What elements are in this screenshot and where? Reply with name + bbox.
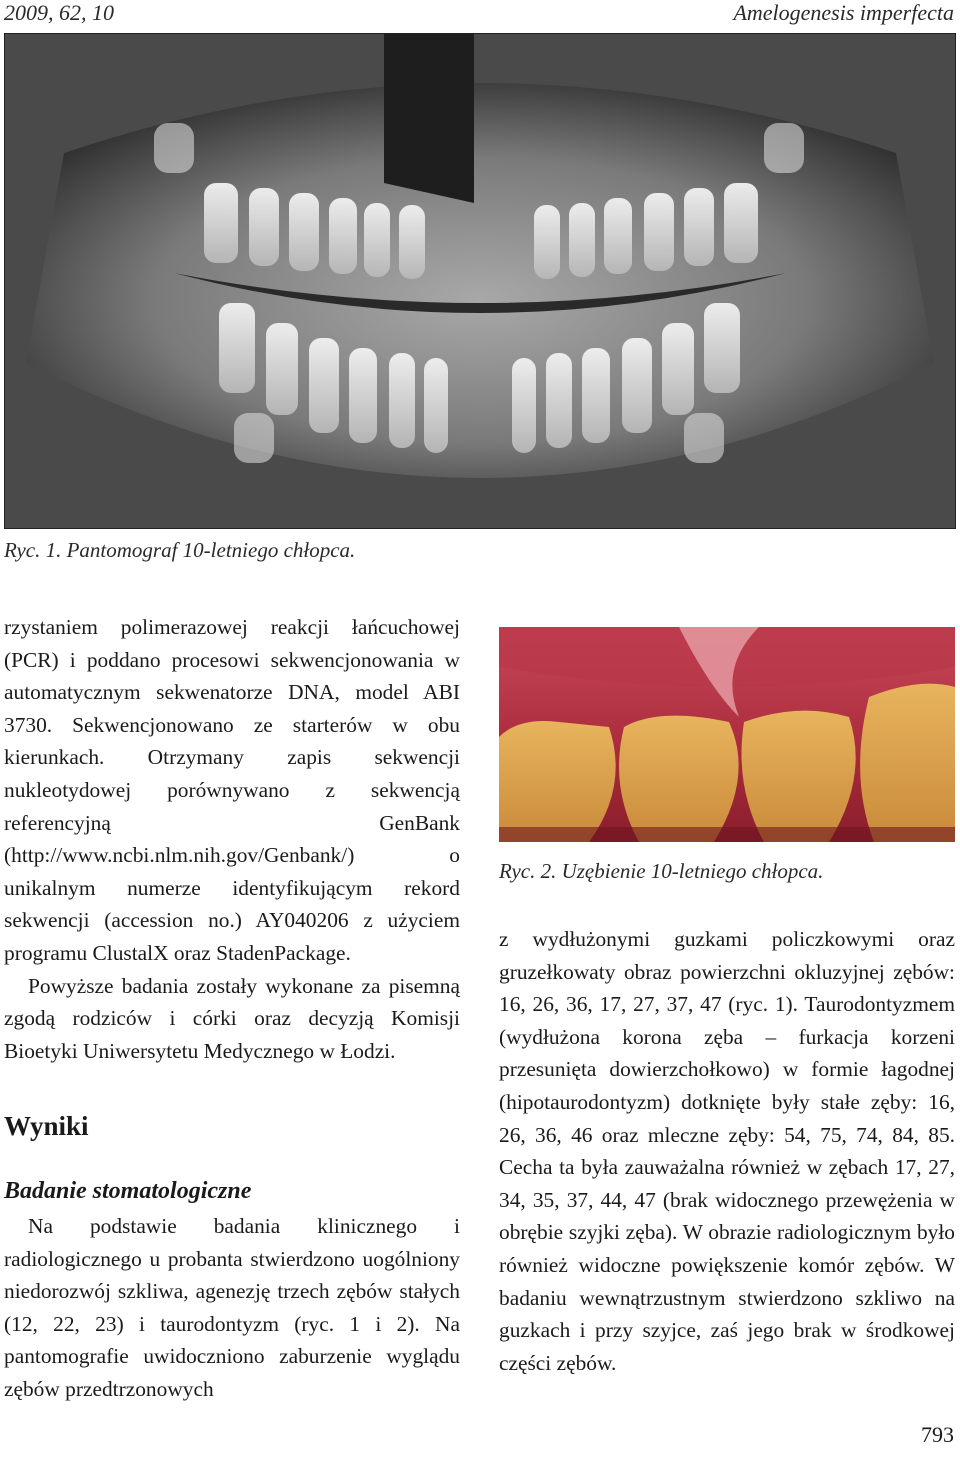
intraoral-photo-image [499,627,955,842]
page-number: 793 [921,1422,954,1447]
figure-1-caption: Ryc. 1. Pantomograf 10-letniego chłopca. [4,538,356,562]
paragraph-consent: Powyższe badania zostały wykonane za pisemną zgodą rodziców i córki oraz decyzją Komisji Bioetyki Uniwersytetu Medycznego w Łodzi. [4,973,460,1063]
paragraph-taurodontism: z wydłużonymi guzkami policzkowymi oraz gruzełkowaty obraz powierzchni okluzyjnej zębów: 16, 26, 36, 17, 27, 37, 47 (ryc. 1). Taurodontyzmem (wydłużona korona zęba – furkacja korzeni przesunięta dowierzchołkowo) w formie łagodnej (hipotaurodontyzm) dotknięte były stałe zęby: 16, 26, 36, 46 oraz mleczne zęby: 54, 75, 74, 84, 85. Cecha ta była zauważalna również w zębach 17, 27, 34, 35, 37, 44, 47 (brak widocznego przewężenia w obrębie szyjki zęba). W obrazie radiologicznym było również widoczne powiększenie komór zębów. W badaniu wewnątrzustnym stwierdzono szkliwo na guzkach i przy szyjce, zaś jego brak w środkowej części zębów. [499,927,955,1375]
paragraph-dental-findings: Na podstawie badania klinicznego i radiologicznego u probanta stwierdzono uogólniony niedorozwój szkliwa, agenezję trzech zębów stałych (12, 22, 23) i taurodontyzm (ryc. 1 i 2). Na pantomografie uwidoczniono zaburzenie wyglądu zębów przedtrzonowych [4,1214,460,1401]
right-column-text [499,923,955,1379]
left-column-text-continued [4,1210,460,1406]
figure-2-caption: Ryc. 2. Uzębienie 10-letniego chłopca. [499,859,824,883]
left-column-text [4,611,460,1067]
section-heading-results: Wyniki [4,1111,89,1141]
panoramic-xray-image [4,33,956,529]
running-header-title: Amelogenesis imperfecta [733,0,954,25]
subsection-heading-dental-exam: Badanie stomatologiczne [4,1178,252,1204]
running-header-citation: 2009, 62, 10 [4,0,114,25]
paragraph-methods: rzystaniem polimerazowej reakcji łańcuchowej (PCR) i poddano procesowi sekwencjonowania w automatycznym sekwenatorze DNA, model ABI 3730. Sekwencjonowano ze starterów w obu kierunkach. Otrzymany zapis sekwencji nukleotydowej porównywano z sekwencją referencyjną GenBank (http://www.ncbi.nlm.nih.gov/Genbank/) o unikalnym numerze identyfikującym rekord sekwencji (accession no.) AY040206 z użyciem programu ClustalX oraz StadenPackage. [4,615,460,965]
